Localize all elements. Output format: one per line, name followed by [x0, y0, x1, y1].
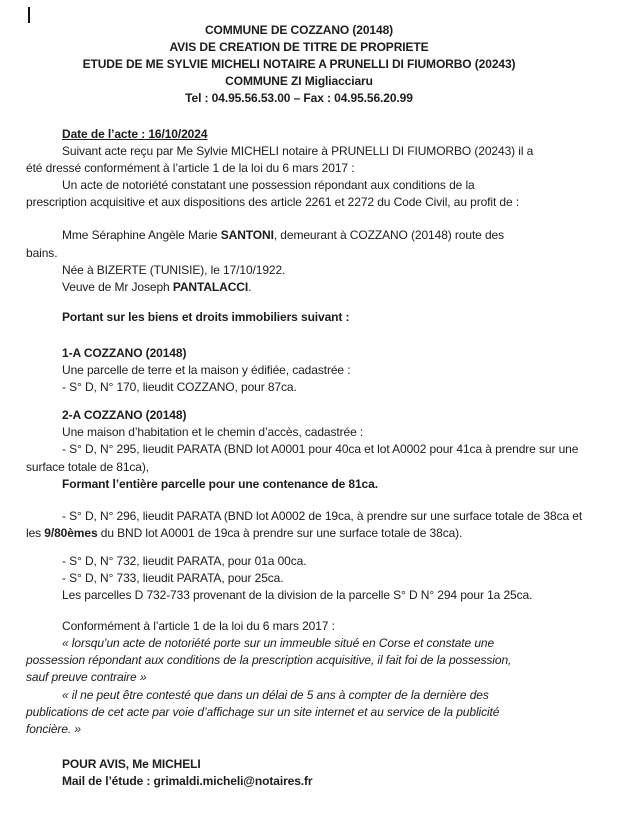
- text-line: [26, 669, 572, 686]
- text-line: [26, 476, 572, 493]
- text-segment: - S° D, N° 296, lieudit PARATA (BND lot A0002 de 19ca, à prendre sur une surface totale de 38ca et: [62, 508, 583, 523]
- text-line: [26, 508, 583, 525]
- text-segment: Veuve de Mr Joseph: [62, 279, 173, 294]
- text-segment: Les parcelles D 732-733 provenant de la division de la parcelle S° D N° 294 pour 1a 25ca.: [62, 588, 533, 603]
- text-cursor: [28, 7, 30, 23]
- paragraph-gap: [26, 396, 572, 407]
- text-segment: Date de l’acte : 16/10/2024: [62, 127, 208, 141]
- text-segment: foncière. »: [26, 721, 81, 736]
- paragraph-gap: [26, 738, 572, 756]
- property-intro-line: [26, 309, 572, 326]
- legal-quote-2: [26, 687, 572, 704]
- property-2-heading: [26, 407, 572, 424]
- commune-title-line: COMMUNE DE COZZANO (20148): [204, 23, 394, 37]
- property-1-heading: [26, 345, 572, 362]
- text-segment: SANTONI: [220, 228, 274, 243]
- text-segment: Une parcelle de terre et la maison y édifiée, cadastrée :: [62, 363, 351, 378]
- text-line: [26, 441, 579, 458]
- commune-zi-line: COMMUNE ZI Migliacciaru: [225, 74, 373, 88]
- paragraph-gap: [26, 107, 572, 126]
- legal-quote-1: [26, 635, 572, 652]
- text-line: [26, 721, 572, 738]
- tel-fax-line: Tel : 04.95.56.53.00 – Fax : 04.95.56.20.99: [185, 91, 413, 105]
- text-segment: surface totale de 81ca),: [26, 459, 150, 474]
- text-line: [26, 525, 572, 542]
- document-header: [26, 22, 572, 107]
- text-segment: Une maison d’habitation et le chemin d’accès, cadastrée :: [62, 425, 364, 440]
- text-line: [26, 194, 572, 211]
- paragraph-gap: [26, 326, 572, 345]
- text-segment: sauf preuve contraire »: [26, 670, 147, 685]
- document-body: [26, 107, 583, 790]
- text-segment: Conformément à l’article 1 de la loi du 6 mars 2017 :: [62, 619, 335, 634]
- text-line: [26, 424, 572, 441]
- paragraph-gap: [26, 493, 572, 508]
- text-line: [26, 379, 572, 396]
- text-line: [26, 553, 572, 570]
- text-segment: possession répondant aux conditions de la prescription acquisitive, il fait foi de la possession,: [26, 653, 512, 668]
- text-segment: 9/80èmes: [44, 525, 98, 540]
- text-segment: Portant sur les biens et droits immobiliers suivant :: [62, 309, 350, 324]
- paragraph-gap: [26, 296, 572, 309]
- paragraph-gap: [26, 542, 572, 553]
- text-segment: Formant l’entière parcelle pour une contenance de 81ca.: [62, 476, 378, 491]
- text-segment: , demeurant à COZZANO (20148) route des: [273, 228, 505, 243]
- text-segment: les: [26, 525, 45, 540]
- text-line: [26, 177, 572, 194]
- pour-avis-line: [26, 756, 572, 773]
- text-segment: publications de cet acte par voie d’affichage sur un site internet et au service de la publicité: [26, 704, 500, 719]
- text-line: [26, 587, 572, 604]
- text-line: [26, 652, 572, 669]
- text-segment: - S° D, N° 295, lieudit PARATA (BND lot A0001 pour 40ca et lot A0002 pour 41ca à prendre sur une: [62, 442, 579, 457]
- text-line: [26, 160, 572, 177]
- text-segment: PANTALACCI: [172, 279, 249, 294]
- text-segment: « lorsqu’un acte de notoriété porte sur un immeuble situé en Corse et constate une: [62, 636, 495, 651]
- text-line: [26, 362, 572, 379]
- text-line: [26, 570, 572, 587]
- text-segment: Née à BIZERTE (TUNISIE), le 17/10/1922.: [62, 262, 286, 277]
- text-segment: POUR AVIS, Me MICHELI: [62, 756, 201, 771]
- paragraph-gap: [26, 604, 572, 618]
- widow-line: [26, 279, 572, 296]
- text-segment: bains.: [26, 245, 58, 260]
- text-segment: Un acte de notoriété constatant une possession répondant aux conditions de la: [62, 178, 475, 193]
- birth-line: [26, 262, 572, 279]
- text-line: [26, 704, 572, 721]
- text-segment: Mme Séraphine Angèle Marie: [62, 228, 221, 243]
- text-line: [26, 618, 572, 635]
- text-segment: Suivant acte reçu par Me Sylvie MICHELI notaire à PRUNELLI DI FIUMORBO (20243) il a: [62, 144, 534, 159]
- etude-title-line: ETUDE DE ME SYLVIE MICHELI NOTAIRE A PRUNELLI DI FIUMORBO (20243): [82, 57, 516, 71]
- text-segment: Mail de l’étude : grimaldi.micheli@notaires.fr: [62, 773, 313, 788]
- text-segment: - S° D, N° 170, lieudit COZZANO, pour 87ca.: [62, 380, 297, 395]
- email-line: [26, 773, 572, 790]
- text-line: [26, 245, 572, 262]
- text-segment: - S° D, N° 732, lieudit PARATA, pour 01a 00ca.: [62, 553, 307, 568]
- text-segment: été dressé conformément à l’article 1 de la loi du 6 mars 2017 :: [26, 161, 355, 176]
- text-segment: du BND lot A0001 de 19ca à prendre sur une surface totale de 38ca).: [97, 525, 463, 540]
- text-segment: 1-A COZZANO (20148): [62, 345, 187, 360]
- text-segment: prescription acquisitive et aux dispositions des article 2261 et 2272 du Code Civil, au profit de :: [26, 195, 520, 210]
- text-segment: « il ne peut être contesté que dans un délai de 5 ans à compter de la dernière des: [62, 687, 489, 702]
- text-line: [26, 459, 572, 476]
- text-segment: - S° D, N° 733, lieudit PARATA, pour 25ca.: [62, 570, 284, 585]
- beneficiary-line: [26, 227, 572, 244]
- paragraph-gap: [26, 211, 572, 227]
- text-segment: .: [248, 279, 252, 294]
- date-acte-line: [26, 126, 572, 143]
- avis-title-line: AVIS DE CREATION DE TITRE DE PROPRIETE: [169, 40, 429, 54]
- text-segment: 2-A COZZANO (20148): [62, 408, 187, 423]
- text-line: [26, 143, 572, 160]
